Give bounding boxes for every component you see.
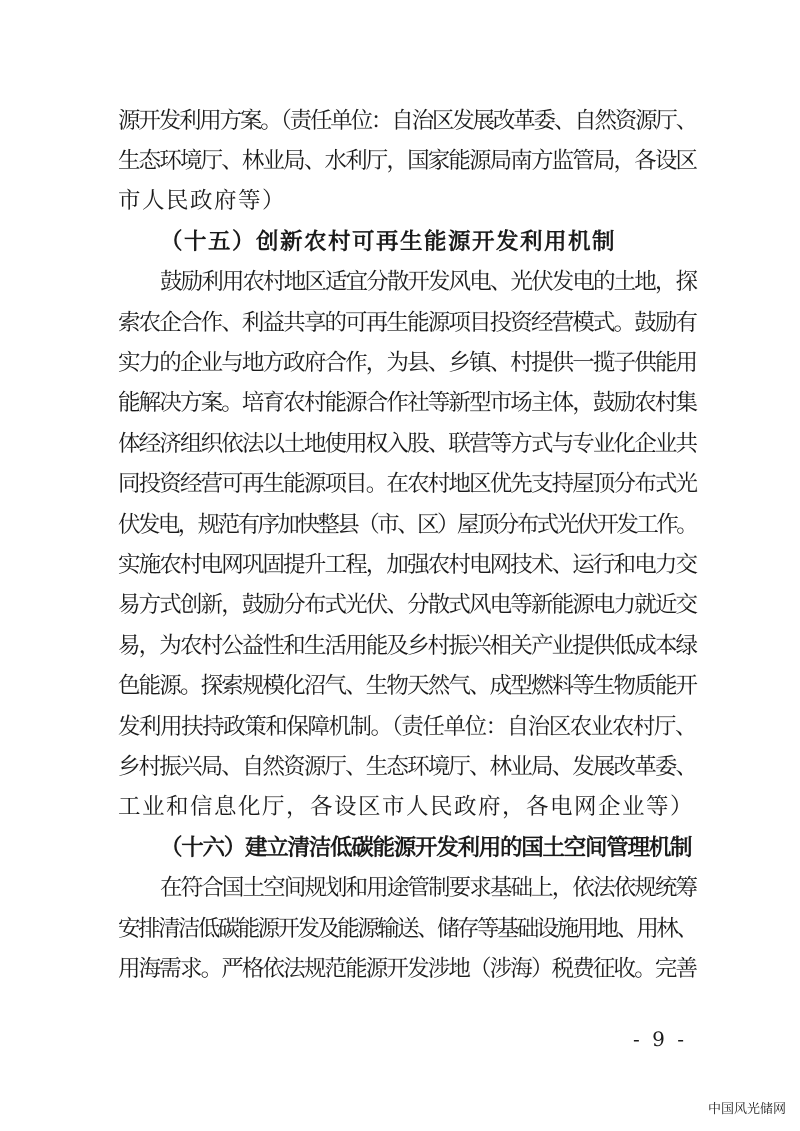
body-text-line: 在符合国土空间规划和用途管制要求基础上，依法依规统筹: [160, 875, 696, 901]
body-text-line: 同投资经营可再生能源项目。在农村地区优先支持屋顶分布式光: [118, 471, 696, 497]
body-text-line: 生态环境厅、林业局、水利厅，国家能源局南方监管局，各设区: [118, 148, 696, 174]
page-number: - 9 -: [633, 1027, 687, 1051]
section-heading-15: （十五）创新农村可再生能源开发利用机制: [160, 229, 617, 255]
body-text-line: 体经济组织依法以土地使用权入股、联营等方式与专业化企业共: [118, 431, 696, 457]
body-text-line: 鼓励利用农村地区适宜分散开发风电、光伏发电的土地，探: [160, 269, 696, 295]
body-text-line: 源开发利用方案。（责任单位：自治区发展改革委、自然资源厅、: [118, 108, 696, 134]
body-text-line: 实力的企业与地方政府合作，为县、乡镇、村提供一揽子供能用: [118, 350, 696, 376]
body-text-line: 工业和信息化厅，各设区市人民政府，各电网企业等）: [118, 794, 695, 820]
watermark-text: 中国风光储网: [707, 1102, 786, 1117]
body-text-line: 用海需求。严格依法规范能源开发涉地（涉海）税费征收。完善: [118, 956, 696, 982]
body-text-line: 索农企合作、利益共享的可再生能源项目投资经营模式。鼓励有: [118, 310, 696, 336]
section-heading-16: （十六）建立清洁低碳能源开发利用的国土空间管理机制: [160, 835, 692, 861]
body-text-line: 安排清洁低碳能源开发及能源输送、储存等基础设施用地、用林、: [118, 916, 696, 942]
body-text-line: 能解决方案。培育农村能源合作社等新型市场主体，鼓励农村集: [118, 390, 696, 416]
body-text-line: 易，为农村公益性和生活用能及乡村振兴相关产业提供低成本绿: [118, 633, 696, 659]
body-text-line: 易方式创新，鼓励分布式光伏、分散式风电等新能源电力就近交: [118, 592, 696, 618]
body-text-line: 色能源。探索规模化沼气、生物天然气、成型燃料等生物质能开: [118, 673, 696, 699]
body-text-line: 乡村振兴局、自然资源厅、生态环境厅、林业局、发展改革委、: [118, 754, 696, 780]
body-text-line: 发利用扶持政策和保障机制。（责任单位：自治区农业农村厅、: [118, 714, 696, 740]
body-text-line: 市人民政府等）: [118, 188, 287, 214]
body-text-line: 实施农村电网巩固提升工程，加强农村电网技术、运行和电力交: [118, 552, 696, 578]
body-text-line: 伏发电，规范有序加快整县（市、区）屋顶分布式光伏开发工作。: [118, 512, 696, 538]
